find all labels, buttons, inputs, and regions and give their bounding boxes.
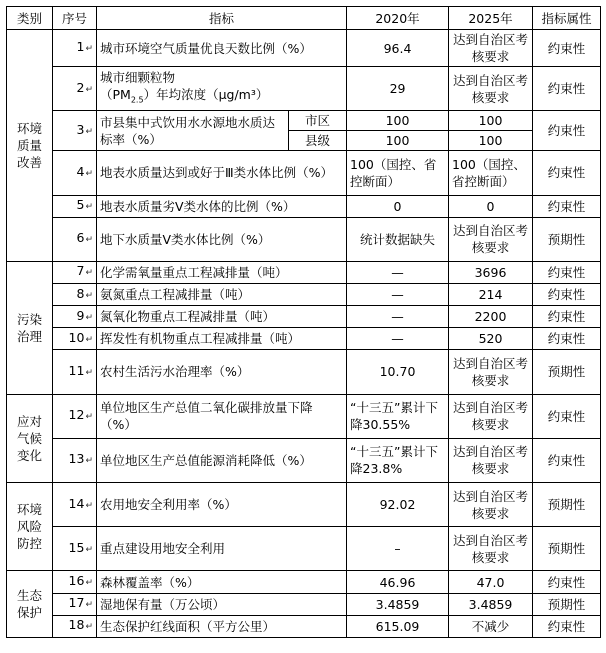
row-index: 8↵	[53, 283, 97, 305]
table-row	[7, 111, 601, 131]
table-header-row	[7, 7, 601, 30]
value-2020: 100（国控、省控断面）	[347, 151, 449, 195]
table-row	[7, 283, 601, 305]
value-2020: 92.02	[347, 482, 449, 526]
row-index: 12↵	[53, 394, 97, 438]
row-index: 2↵	[53, 67, 97, 111]
row-index: 5↵	[53, 195, 97, 217]
indicator-name: 城市环境空气质量优良天数比例（%）	[97, 30, 347, 67]
category-risk: 环境 风险 防控	[7, 482, 53, 570]
table-row	[7, 615, 601, 637]
indicator-name: 生态保护红线面积（平方公里）	[97, 615, 347, 637]
value-2025: 达到自治区考核要求	[449, 394, 533, 438]
row-index: 11↵	[53, 350, 97, 394]
value-2025: 47.0	[449, 571, 533, 593]
row-index: 9↵	[53, 306, 97, 328]
row-index: 3↵	[53, 111, 97, 151]
category-env-quality: 环境 质量 改善	[7, 30, 53, 262]
attribute: 约束性	[533, 615, 601, 637]
value-2025: 100（国控、省控断面）	[449, 151, 533, 195]
indicator-name: 市县集中式饮用水水源地水质达标率（%）	[97, 111, 289, 151]
attribute: 约束性	[533, 195, 601, 217]
table-row	[7, 67, 601, 111]
value-2025: 达到自治区考核要求	[449, 67, 533, 111]
value-2025: 214	[449, 283, 533, 305]
attribute: 约束性	[533, 111, 601, 151]
indicator-name: 地表水质量劣Ⅴ类水体的比例（%）	[97, 195, 347, 217]
value-2020: “十三五”累计下降30.55%	[347, 394, 449, 438]
row-index: 10↵	[53, 328, 97, 350]
attribute: 约束性	[533, 394, 601, 438]
value-2020: –	[347, 527, 449, 571]
value-2025: 0	[449, 195, 533, 217]
indicator-name: 湿地保有量（万公顷）	[97, 593, 347, 615]
attribute: 预期性	[533, 350, 601, 394]
category-climate: 应对 气候 变化	[7, 394, 53, 482]
indicator-name: 氨氮重点工程减排量（吨）	[97, 283, 347, 305]
table-row	[7, 593, 601, 615]
value-2025: 100	[449, 111, 533, 131]
header-indicator: 指标	[97, 7, 347, 30]
indicator-name: 地下水质量Ⅴ类水体比例（%）	[97, 217, 347, 261]
table-row	[7, 30, 601, 67]
value-2020: 3.4859	[347, 593, 449, 615]
attribute: 预期性	[533, 527, 601, 571]
indicator-name: 化学需氧量重点工程减排量（吨）	[97, 261, 347, 283]
indicator-name: 森林覆盖率（%）	[97, 571, 347, 593]
table-row	[7, 328, 601, 350]
value-2020: 615.09	[347, 615, 449, 637]
header-2025: 2025年	[449, 7, 533, 30]
table-row	[7, 261, 601, 283]
row-index: 7↵	[53, 261, 97, 283]
row-index: 18↵	[53, 615, 97, 637]
table-row	[7, 350, 601, 394]
value-2025: 达到自治区考核要求	[449, 438, 533, 482]
attribute: 约束性	[533, 67, 601, 111]
attribute: 约束性	[533, 571, 601, 593]
value-2025: 3696	[449, 261, 533, 283]
value-2020: 10.70	[347, 350, 449, 394]
header-index: 序号	[53, 7, 97, 30]
value-2025: 达到自治区考核要求	[449, 217, 533, 261]
row-index: 1↵	[53, 30, 97, 67]
indicator-name: 农村生活污水治理率（%）	[97, 350, 347, 394]
value-2020: 46.96	[347, 571, 449, 593]
indicator-table	[6, 6, 601, 638]
table-row	[7, 438, 601, 482]
table-row	[7, 195, 601, 217]
row-index: 15↵	[53, 527, 97, 571]
value-2020: 100	[347, 131, 449, 151]
value-2020: 29	[347, 67, 449, 111]
value-2020: —	[347, 328, 449, 350]
attribute: 预期性	[533, 217, 601, 261]
sub-indicator-city: 市区	[289, 111, 347, 131]
header-attribute: 指标属性	[533, 7, 601, 30]
attribute: 约束性	[533, 438, 601, 482]
value-2020: —	[347, 283, 449, 305]
category-eco: 生态 保护	[7, 571, 53, 638]
value-2020: 96.4	[347, 30, 449, 67]
indicator-name: 氮氧化物重点工程减排量（吨）	[97, 306, 347, 328]
attribute: 约束性	[533, 306, 601, 328]
value-2025: 不减少	[449, 615, 533, 637]
indicator-name: 城市细颗粒物$(PM_{2.5})$年均浓度（μg/m³）	[97, 67, 347, 111]
value-2025: 100	[449, 131, 533, 151]
header-category: 类别	[7, 7, 53, 30]
row-index: 4↵	[53, 151, 97, 195]
attribute: 预期性	[533, 482, 601, 526]
attribute: 预期性	[533, 593, 601, 615]
value-2025: 3.4859	[449, 593, 533, 615]
table-row	[7, 527, 601, 571]
attribute: 约束性	[533, 30, 601, 67]
value-2025: 达到自治区考核要求	[449, 30, 533, 67]
header-2020: 2020年	[347, 7, 449, 30]
value-2020: “十三五”累计下降23.8%	[347, 438, 449, 482]
attribute: 约束性	[533, 261, 601, 283]
sub-indicator-county: 县级	[289, 131, 347, 151]
value-2020: —	[347, 261, 449, 283]
table-row	[7, 394, 601, 438]
row-index: 6↵	[53, 217, 97, 261]
indicator-name: 单位地区生产总值二氧化碳排放量下降（%）	[97, 394, 347, 438]
category-pollution: 污染 治理	[7, 261, 53, 394]
attribute: 约束性	[533, 328, 601, 350]
row-index: 14↵	[53, 482, 97, 526]
indicator-name: 单位地区生产总值能源消耗降低（%）	[97, 438, 347, 482]
table-row	[7, 151, 601, 195]
table-row	[7, 482, 601, 526]
value-2020: —	[347, 306, 449, 328]
value-2020: 100	[347, 111, 449, 131]
table-row	[7, 571, 601, 593]
table-row	[7, 306, 601, 328]
value-2020: 统计数据缺失	[347, 217, 449, 261]
row-index: 13↵	[53, 438, 97, 482]
table-row	[7, 217, 601, 261]
attribute: 约束性	[533, 151, 601, 195]
indicator-name: 地表水质量达到或好于Ⅲ类水体比例（%）	[97, 151, 347, 195]
row-index: 16↵	[53, 571, 97, 593]
value-2025: 达到自治区考核要求	[449, 527, 533, 571]
value-2025: 达到自治区考核要求	[449, 350, 533, 394]
value-2025: 达到自治区考核要求	[449, 482, 533, 526]
attribute: 约束性	[533, 283, 601, 305]
value-2025: 520	[449, 328, 533, 350]
indicator-name: 挥发性有机物重点工程减排量（吨）	[97, 328, 347, 350]
indicator-name: 重点建设用地安全利用	[97, 527, 347, 571]
row-index: 17↵	[53, 593, 97, 615]
indicator-name: 农用地安全利用率（%）	[97, 482, 347, 526]
value-2025: 2200	[449, 306, 533, 328]
value-2020: 0	[347, 195, 449, 217]
